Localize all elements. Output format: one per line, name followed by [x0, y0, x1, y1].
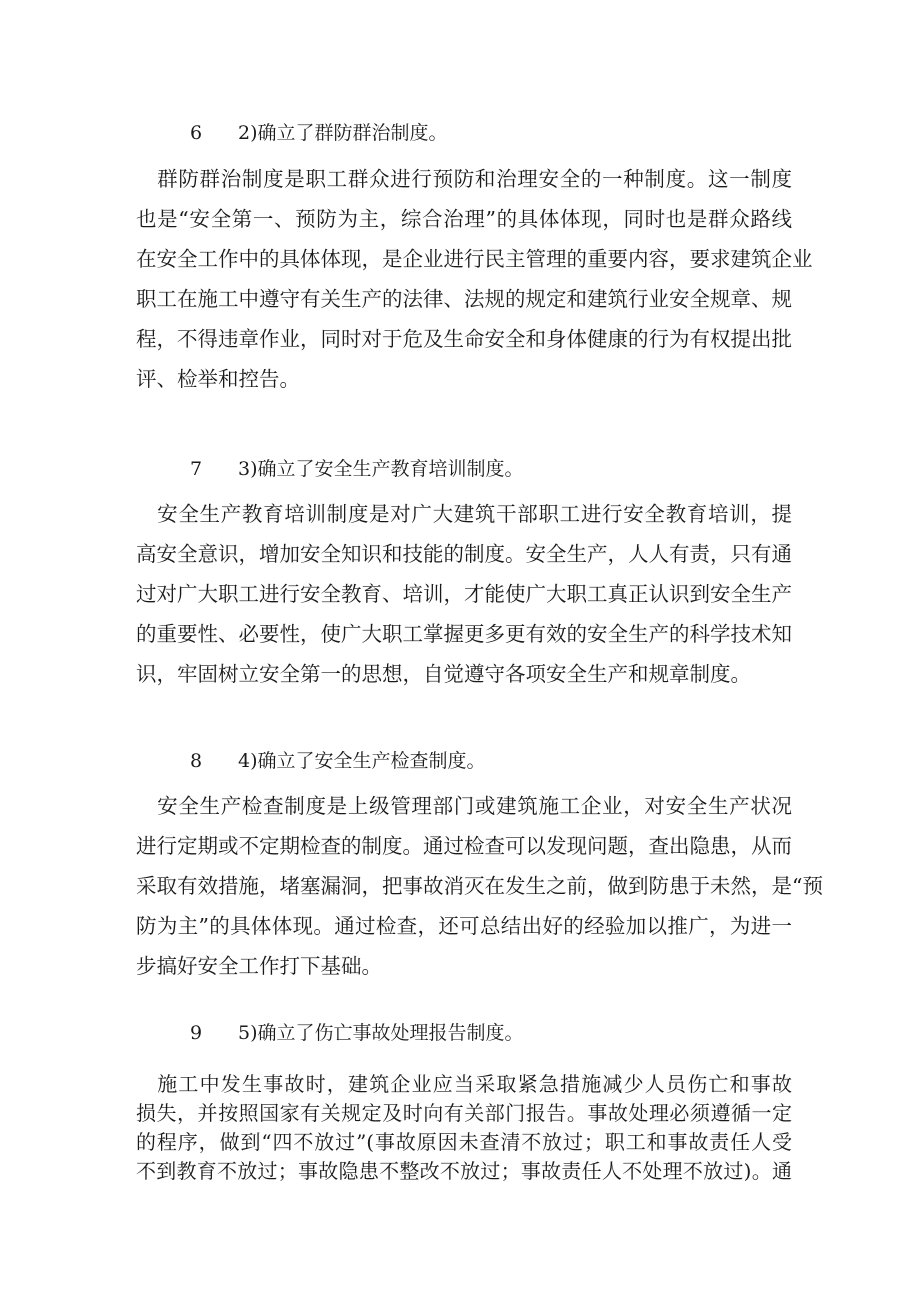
paragraph-accident-reporting — [136, 1070, 792, 1186]
section-number: 7 — [190, 458, 203, 480]
paragraph-safety-inspection — [136, 786, 823, 986]
section-title: 4)确立了安全生产检查制度。 — [238, 750, 486, 772]
paragraph-line: 过对广大职工进行安全教育、培训，才能使广大职工真正认识到安全生产 — [136, 582, 792, 606]
paragraph-line: 也是“安全第一、预防为主，综合治理”的具体体现，同时也是群众路线 — [136, 207, 792, 231]
paragraph-line: 安全生产教育培训制度是对广大建筑干部职工进行安全教育培训，提 — [136, 502, 792, 526]
section-heading-6 — [190, 121, 448, 145]
paragraph-line: 步搞好安全工作打下基础。 — [136, 954, 382, 978]
section-title: 2)确立了群防群治制度。 — [238, 122, 448, 144]
paragraph-education-training — [136, 494, 792, 694]
paragraph-line: 的重要性、必要性，使广大职工掌握更多更有效的安全生产的科学技术知 — [136, 622, 792, 646]
paragraph-line: 防为主”的具体体现。通过检查，还可总结出好的经验加以推广，为进一 — [136, 914, 792, 938]
paragraph-line: 进行定期或不定期检查的制度。通过检查可以发现问题，查出隐患，从而 — [136, 834, 792, 858]
section-heading-9 — [190, 1021, 524, 1045]
section-number: 6 — [190, 122, 203, 144]
section-title: 5)确立了伤亡事故处理报告制度。 — [238, 1022, 524, 1044]
paragraph-line: 采取有效措施，堵塞漏洞，把事故消灭在发生之前，做到防患于未然，是“预 — [136, 874, 823, 898]
paragraph-line: 的程序，做到“四不放过”(事故原因未查清不放过；职工和事故责任人受 — [136, 1130, 792, 1154]
section-number: 8 — [190, 750, 203, 772]
section-title: 3)确立了安全生产教育培训制度。 — [238, 458, 524, 480]
paragraph-line: 识，牢固树立安全第一的思想，自觉遵守各项安全生产和规章制度。 — [136, 662, 751, 686]
paragraph-line: 不到教育不放过；事故隐患不整改不放过；事故责任人不处理不放过)。通 — [136, 1159, 792, 1183]
paragraph-group-defense — [136, 159, 813, 399]
paragraph-line: 评、检举和控告。 — [136, 367, 300, 391]
paragraph-line: 损失，并按照国家有关规定及时向有关部门报告。事故处理必须遵循一定 — [136, 1101, 792, 1125]
paragraph-line: 群防群治制度是职工群众进行预防和治理安全的一种制度。这一制度 — [136, 167, 792, 191]
section-heading-8 — [190, 749, 486, 773]
section-heading-7 — [190, 457, 524, 481]
section-number: 9 — [190, 1022, 203, 1044]
paragraph-line: 安全生产检查制度是上级管理部门或建筑施工企业，对安全生产状况 — [136, 794, 792, 818]
paragraph-line: 程，不得违章作业，同时对于危及生命安全和身体健康的行为有权提出批 — [136, 327, 792, 351]
paragraph-line: 施工中发生事故时，建筑企业应当采取紧急措施减少人员伤亡和事故 — [136, 1072, 792, 1096]
paragraph-line: 在安全工作中的具体体现，是企业进行民主管理的重要内容，要求建筑企业 — [136, 247, 813, 271]
paragraph-line: 高安全意识，增加安全知识和技能的制度。安全生产，人人有责，只有通 — [136, 542, 792, 566]
paragraph-line: 职工在施工中遵守有关生产的法律、法规的规定和建筑行业安全规章、规 — [136, 287, 792, 311]
